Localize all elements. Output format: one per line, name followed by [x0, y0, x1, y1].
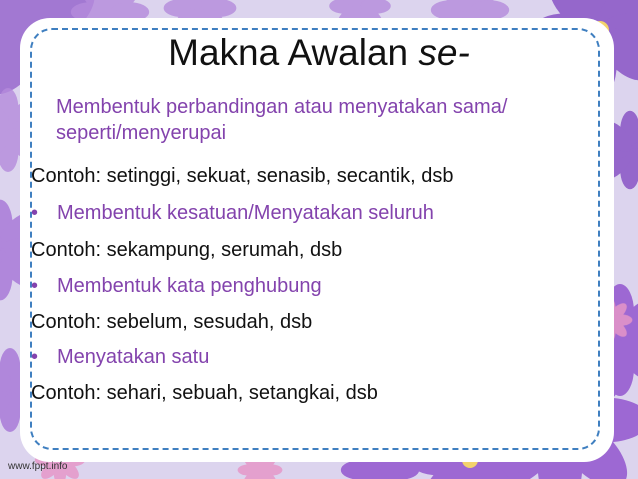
bullet-icon: • — [31, 346, 39, 368]
list-item — [31, 309, 312, 335]
slide-title — [0, 31, 638, 75]
list-item — [56, 120, 226, 146]
list-item — [31, 273, 322, 299]
list-item — [31, 237, 342, 263]
list-item — [31, 380, 378, 406]
bullet-icon: • — [31, 202, 39, 224]
list-item — [56, 94, 507, 120]
list-item-text: Contoh: setinggi, sekuat, senasib, secantik, dsb — [31, 165, 454, 187]
title-main: Makna Awalan — [168, 32, 419, 73]
list-item-text: Membentuk perbandingan atau menyatakan sama/ — [56, 96, 508, 118]
list-item-text: Contoh: sehari, sebuah, setangkai, dsb — [31, 382, 378, 404]
list-item-text: Menyatakan satu — [57, 346, 210, 368]
list-item — [31, 200, 434, 226]
list-item-text: Membentuk kesatuan/Menyatakan seluruh — [57, 202, 434, 224]
list-item — [31, 163, 453, 189]
list-item-text: Contoh: sekampung, serumah, dsb — [31, 239, 343, 261]
list-item-text: seperti/menyerupai — [56, 122, 227, 144]
bullet-icon: • — [31, 275, 39, 297]
footer-watermark: www.fppt.info — [8, 461, 68, 472]
list-item — [31, 344, 209, 370]
list-item-text: Membentuk kata penghubung — [57, 275, 322, 297]
list-item-text: Contoh: sebelum, sesudah, dsb — [31, 311, 313, 333]
title-emphasis: se- — [418, 32, 470, 73]
